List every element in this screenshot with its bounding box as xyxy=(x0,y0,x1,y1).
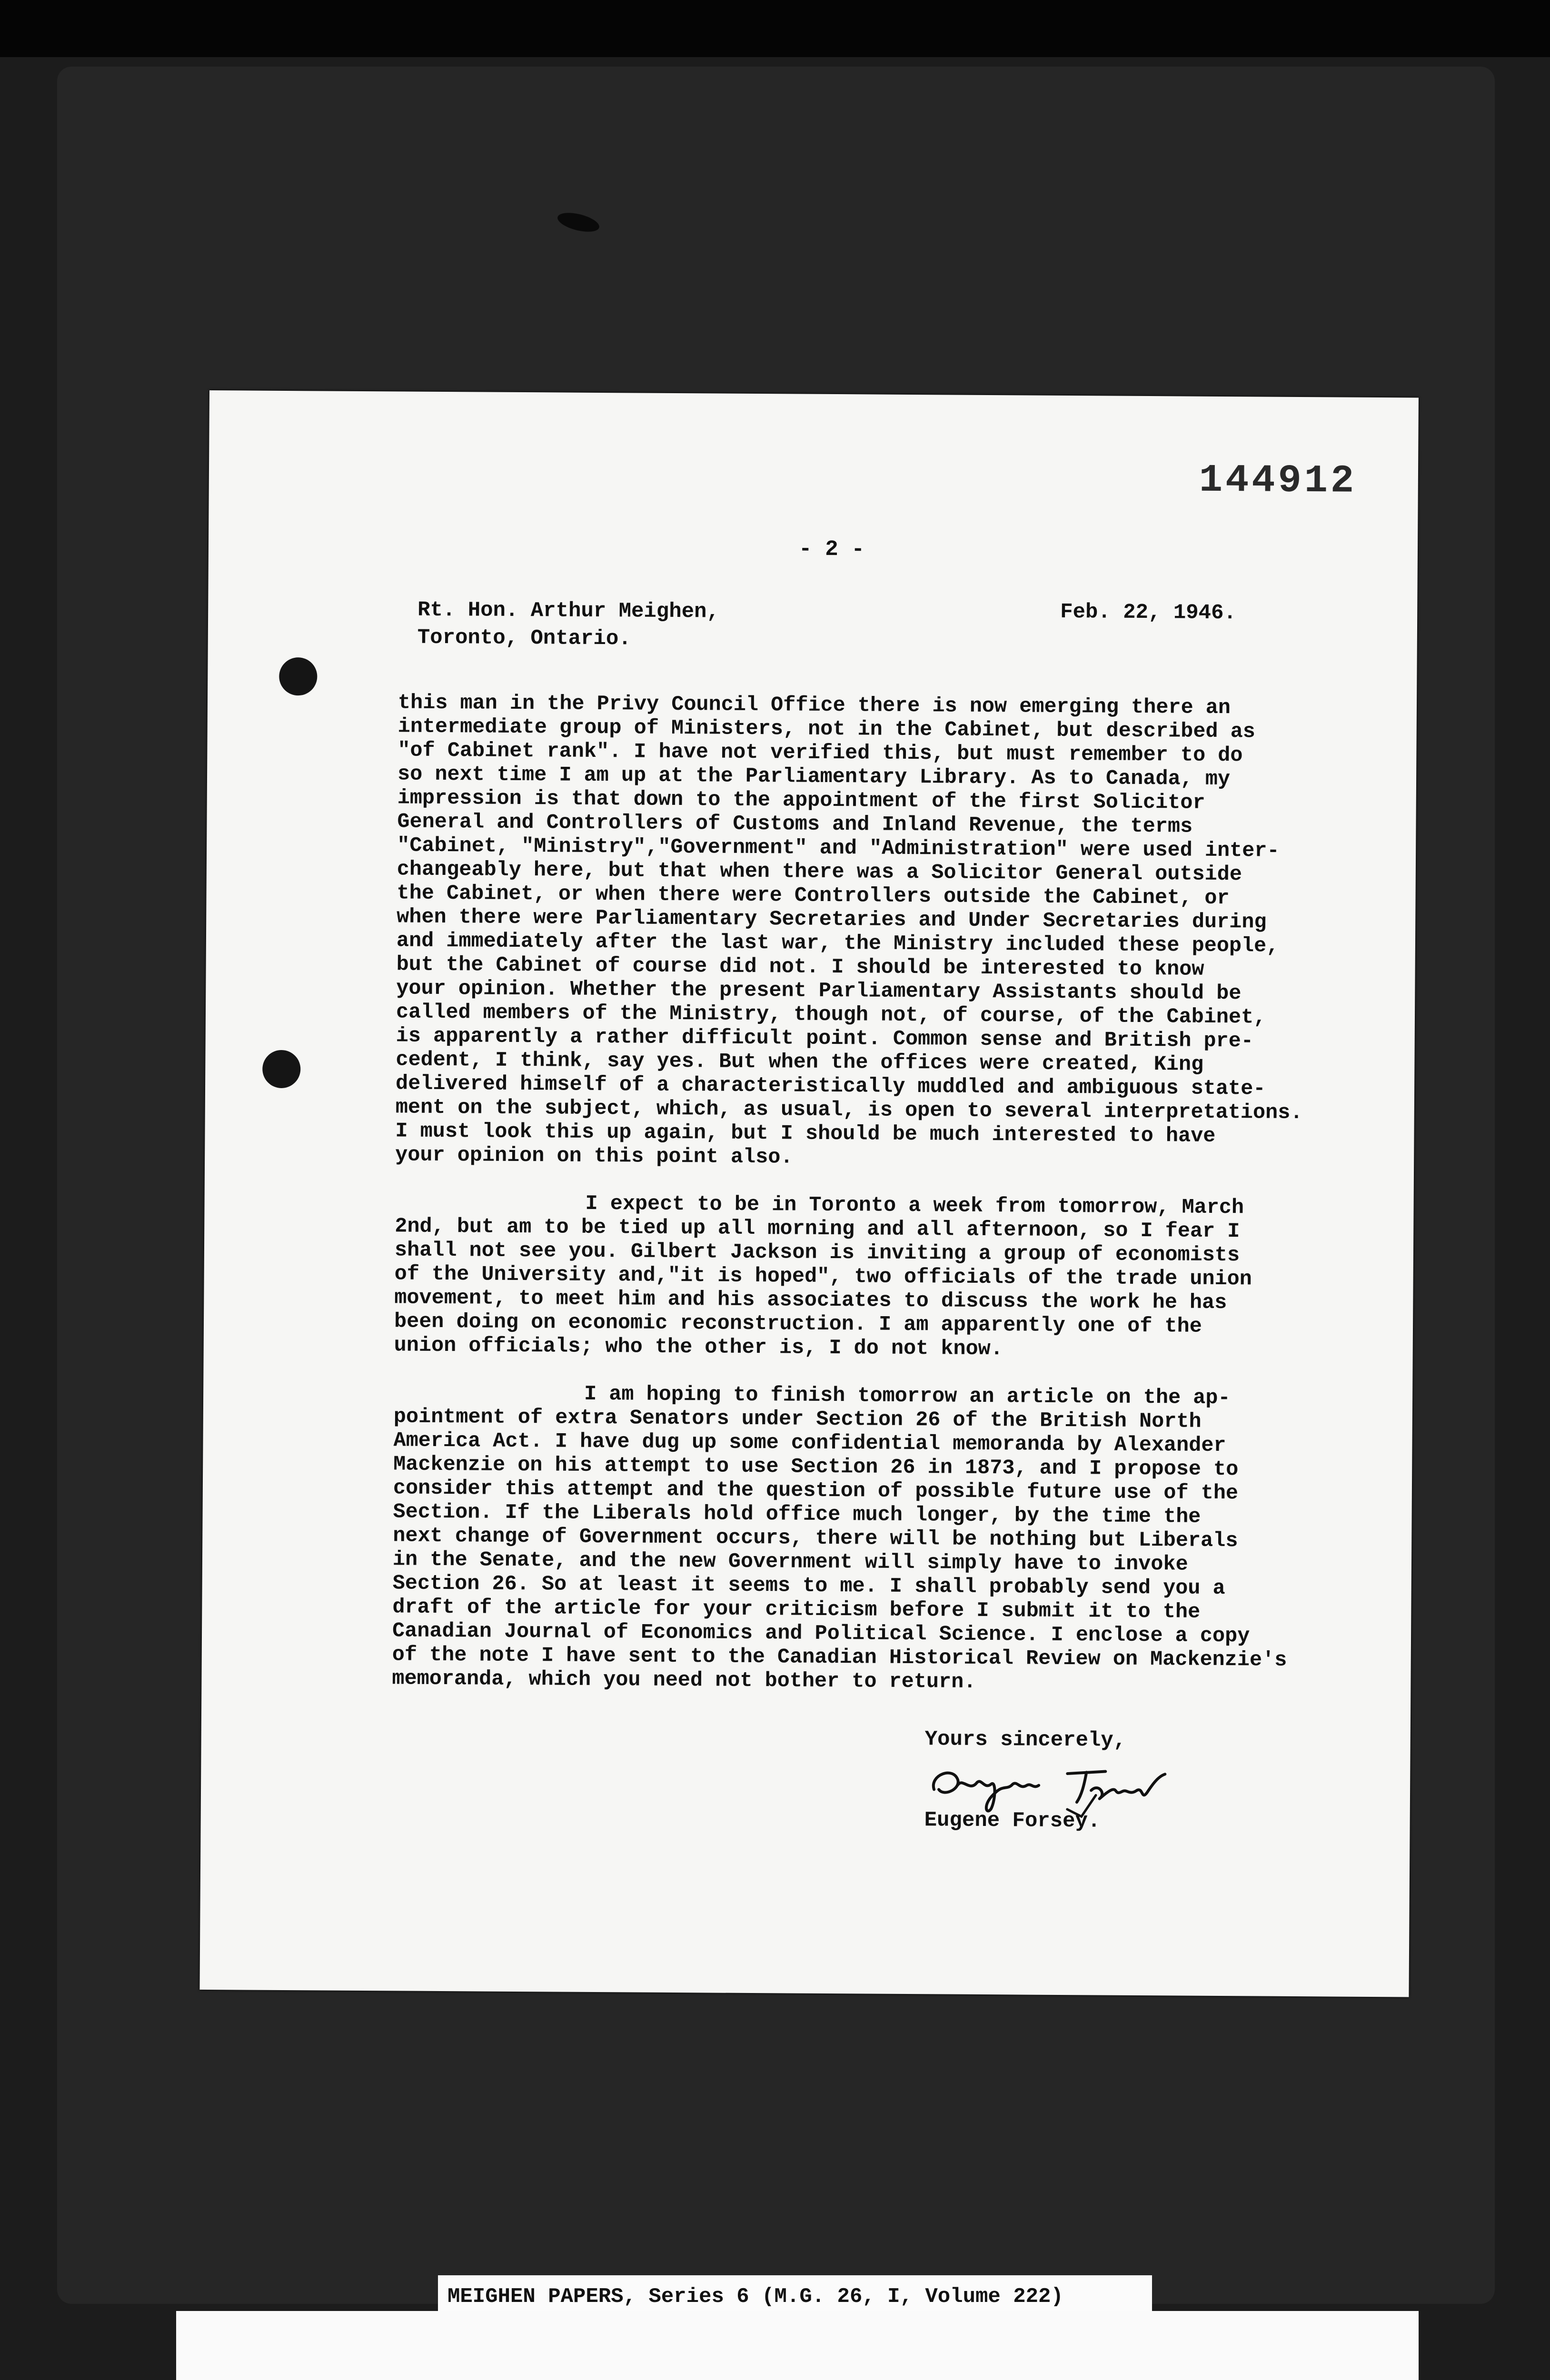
letter-body xyxy=(392,691,1326,1720)
letter-date: Feb. 22, 1946. xyxy=(1060,600,1237,625)
page-number: - 2 - xyxy=(798,536,865,562)
recipient-name: Rt. Hon. Arthur Meighen, xyxy=(417,598,720,624)
recipient-address xyxy=(417,596,719,654)
series-label: MEIGHEN PAPERS, Series 6 (M.G. 26, I, Volume 222) xyxy=(438,2275,1152,2318)
punch-hole xyxy=(279,657,317,695)
recipient-city: Toronto, Ontario. xyxy=(417,625,631,651)
paragraph: this man in the Privy Council Office there is now emerging there an intermediate group of Ministers, not in the Cabinet, but described as "of Cabinet rank". I have not verified this, but must remember to do so next time I am up at the Parliamentary Library. As to Canada, my impression is that down to the appointment of the first Solicitor General and Controllers of Customs and Inland Revenue, the terms "Cabinet, "Ministry","Government" and "Administration" were used inter- changeably here, but that when there was a Solicitor General outside the Cabinet, or when there were Controllers outside the Cabinet, or when there were Parliamentary Secretaries and Under Secretaries during and immediately after the last war, the Ministry included these people, but the Cabinet of course did not. I should be interested to know your opinion. Whether the present Parliamentary Assistants should be called members of the Ministry, though not, of course, of the Cabinet, is apparently a rather difficult point. Common sense and British pre- cedent, I think, say yes. But when the offices were created, King delivered himself of a characteristically muddled and ambiguous state- ment on the subject, which, as usual, is open to several interpretations. I must look this up again, but I should be much interested to have your opinion on this point also. xyxy=(395,691,1303,1170)
archives-card xyxy=(176,2311,1419,2380)
reference-number: 144912 xyxy=(1199,458,1357,504)
paragraph: I am hoping to finish tomorrow an article on the ap- pointment of extra Senators under Section 26 of the British North America Act. I have dug up some confidential memoranda by Alexander Mackenzie on his attempt to use Section 26 in 1873, and I propose to consider this attempt and the question of possible future use of the Section. If the Liberals hold office much longer, by the time the next change of Government occurs, there will be nothing but Liberals in the Senate, and the new Government will simply have to invoke Section 26. So at least it seems to me. I shall probably send you a draft of the article for your criticism before I submit it to the Canadian Journal of Economics and Political Science. I enclose a copy of the note I have sent to the Canadian Historical Review on Mackenzie's memoranda, which you need not bother to return. xyxy=(392,1382,1287,1694)
paragraph: I expect to be in Toronto a week from tomorrow, March 2nd, but am to be tied up all morning and all afternoon, so I fear I shall not see you. Gilbert Jackson is inviting a group of economists of the University and,"it is hoped", two officials of the trade union movement, to meet him and his associates to discuss the work he has been doing on economic reconstruction. I am apparently one of the union officials; who the other is, I do not know. xyxy=(394,1192,1252,1361)
closing: Yours sincerely, xyxy=(924,1727,1126,1753)
film-frame-top xyxy=(0,0,1550,57)
signer-name: Eugene Forsey. xyxy=(924,1808,1101,1834)
punch-hole xyxy=(262,1050,300,1088)
letter-page xyxy=(199,390,1418,1997)
